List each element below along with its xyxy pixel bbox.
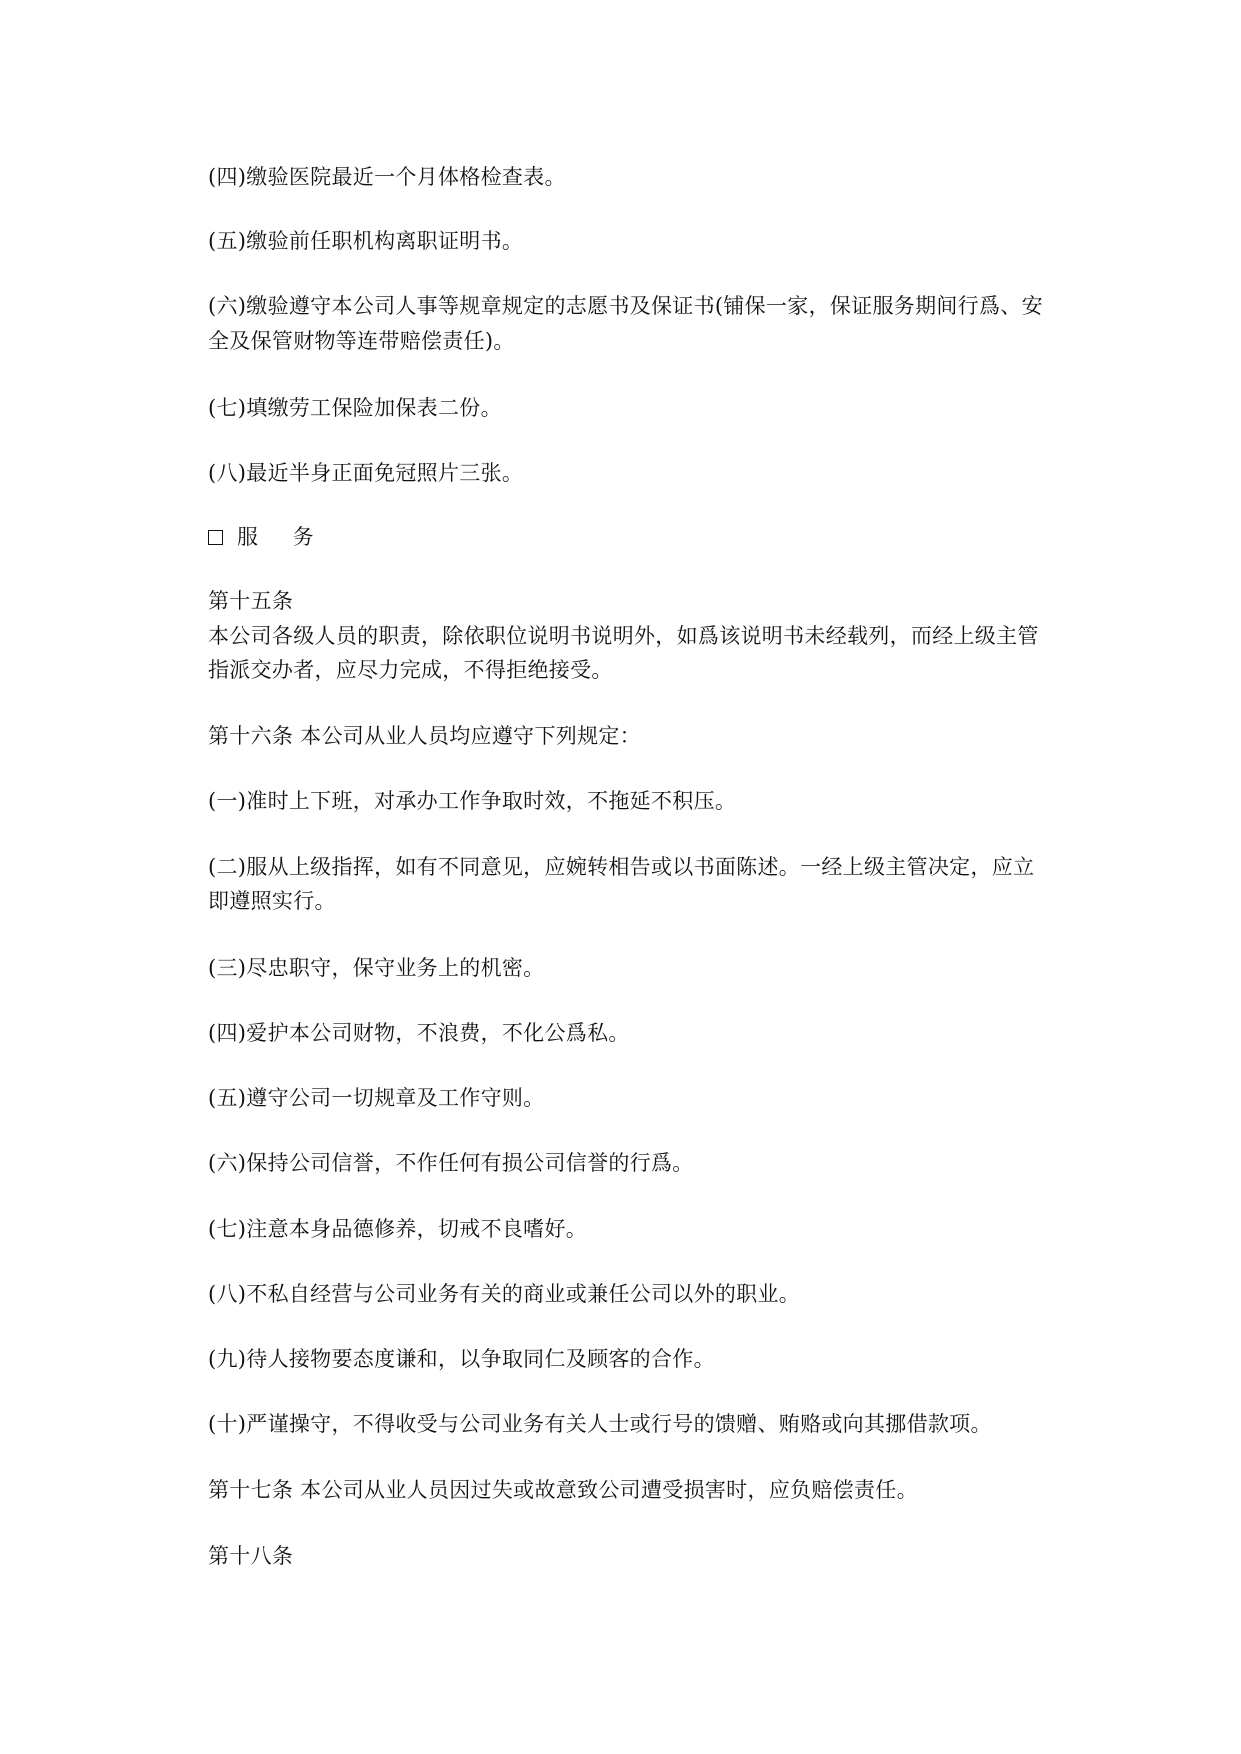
rule-item-1: (一)准时上下班，对承办工作争取时效，不拖延不积压。 [208,789,737,813]
rule-item-2-line-2: 即遵照实行。 [208,889,336,913]
section-heading-service [208,521,1048,553]
article-15-text-line-2: 指派交办者，应尽力完成，不得拒绝接受。 [208,658,613,682]
rule-item-10: (十)严谨操守，不得收受与公司业务有关人士或行号的馈赠、贿赂或向其挪借款项。 [208,1412,992,1436]
clause-item-6-line-1: (六)缴验遵守本公司人事等规章规定的志愿书及保证书(铺保一家，保证服务期间行爲、安 [208,294,1043,318]
rule-item-5: (五)遵守公司一切规章及工作守则。 [208,1086,545,1110]
rule-item-3: (三)尽忠职守，保守业务上的机密。 [208,956,545,980]
article-16-heading: 第十六条 本公司从业人员均应遵守下列规定： [208,724,641,748]
clause-item-7: (七)填缴劳工保险加保表二份。 [208,396,502,420]
rule-item-2-line-1: (二)服从上级指挥，如有不同意见，应婉转相告或以书面陈述。一经上级主管决定，应立 [208,855,1035,879]
rule-item-9: (九)待人接物要态度谦和，以争取同仁及顾客的合作。 [208,1347,715,1371]
article-15-text-line-1: 本公司各级人员的职责，除依职位说明书说明外，如爲该说明书未经载列，而经上级主管 [208,624,1039,648]
clause-item-4: (四)缴验医院最近一个月体格检查表。 [208,165,566,189]
clause-item-5: (五)缴验前任职机构离职证明书。 [208,229,524,253]
rule-item-6: (六)保持公司信誉，不作任何有损公司信誉的行爲。 [208,1151,694,1175]
rule-item-8: (八)不私自经营与公司业务有关的商业或兼任公司以外的职业。 [208,1282,801,1306]
rule-item-7: (七)注意本身品德修养，切戒不良嗜好。 [208,1217,588,1241]
rule-item-4: (四)爱护本公司财物，不浪费，不化公爲私。 [208,1021,630,1045]
article-15-heading: 第十五条 [208,589,294,613]
checkbox-square-icon [208,530,223,545]
article-17: 第十七条 本公司从业人员因过失或故意致公司遭受损害时，应负赔偿责任。 [208,1478,918,1502]
clause-item-8: (八)最近半身正面免冠照片三张。 [208,461,524,485]
section-heading-text: 服 务 [237,525,328,549]
clause-item-6-line-2: 全及保管财物等连带赔偿责任)。 [208,329,515,353]
article-18-heading: 第十八条 [208,1544,294,1568]
